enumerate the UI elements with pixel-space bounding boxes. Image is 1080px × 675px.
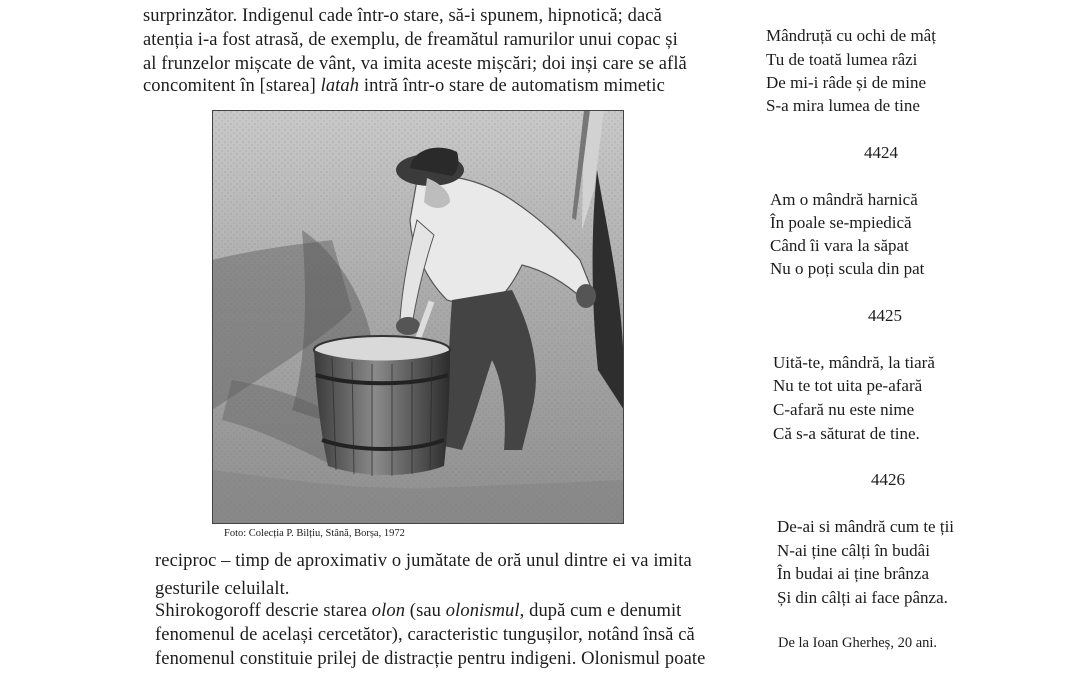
prose-line-3: al frunzelor mișcate de vânt, va imita aceste mișcări; doi inși care se află <box>143 54 687 74</box>
poem-line: În budai ai ține brânza <box>777 564 929 583</box>
poem-line: N-ai ține câlți în budâi <box>777 541 930 560</box>
poem-line: Și din câlți ai face pânza. <box>777 588 948 607</box>
poem-line: Că s-a săturat de tine. <box>773 424 920 443</box>
poem-line: Uită-te, mândră, la tiară <box>773 353 935 372</box>
poem-line: Tu de toată lumea râzi <box>766 50 918 69</box>
prose-line-7-text-mid: (sau <box>405 601 446 621</box>
poem-number: 4424 <box>864 143 898 162</box>
prose-line-4 <box>143 74 665 98</box>
prose-line-2: atenția i-a fost atrasă, de exemplu, de freamătul ramurilor unui copac și <box>143 30 678 50</box>
prose-line-4-text-end: intră într-o stare de automatism mimetic <box>359 76 665 96</box>
poem-line: De mi-i râde și de mine <box>766 73 927 92</box>
prose-line-5: reciproc – timp de aproximativ o jumătate de oră unul dintre ei va imita <box>155 551 692 571</box>
prose-line-1: surprinzător. Indigenul cade într-o stare, să-i spunem, hipnotică; dacă <box>143 6 662 26</box>
prose-line-7-text: Shirokogoroff descrie starea <box>155 601 372 621</box>
photo-caption: Foto: Colecția P. Bilțiu, Stână, Borșa, 1972 <box>224 528 405 539</box>
prose-line-7-italic-1: olon <box>371 601 406 621</box>
prose-line-8: fenomenul de același cercetător), caracteristic tungușilor, notând însă că <box>155 625 695 645</box>
prose-line-7-text-end: , după cum e denumit <box>519 601 682 621</box>
poem-number: 4426 <box>871 470 905 489</box>
prose-line-4-italic: latah <box>320 76 360 96</box>
prose-line-7 <box>155 599 681 623</box>
poem-number: 4425 <box>868 306 902 325</box>
prose-line-9: fenomenul constituie prilej de distracție pentru indigeni. Olonismul poate <box>155 649 706 669</box>
poem-line: De-ai si mândră cum te ții <box>777 517 955 536</box>
poem-line: În poale se-mpiedică <box>770 213 912 232</box>
photograph <box>212 110 624 524</box>
poem-line: Când îi vara la săpat <box>770 236 909 255</box>
prose-line-6: gesturile celuilalt. <box>155 579 290 599</box>
prose-line-7-italic-2: olonismul <box>445 601 520 621</box>
poem-line: S-a mira lumea de tine <box>766 96 920 115</box>
poem-line: C-afară nu este nime <box>773 400 915 419</box>
poem-line: Am o mândră harnică <box>770 190 918 209</box>
poem-line: Nu te tot uita pe-afară <box>773 376 923 395</box>
poem-source: De la Ioan Gherheș, 20 ani. <box>778 635 938 651</box>
poem-line: Mândruță cu ochi de mâț <box>766 26 936 45</box>
prose-line-4-text: concomitent în [starea] <box>143 76 321 96</box>
old-man-washing-at-wooden-tub-photo <box>212 110 624 524</box>
poem-line: Nu o poți scula din pat <box>770 259 925 278</box>
